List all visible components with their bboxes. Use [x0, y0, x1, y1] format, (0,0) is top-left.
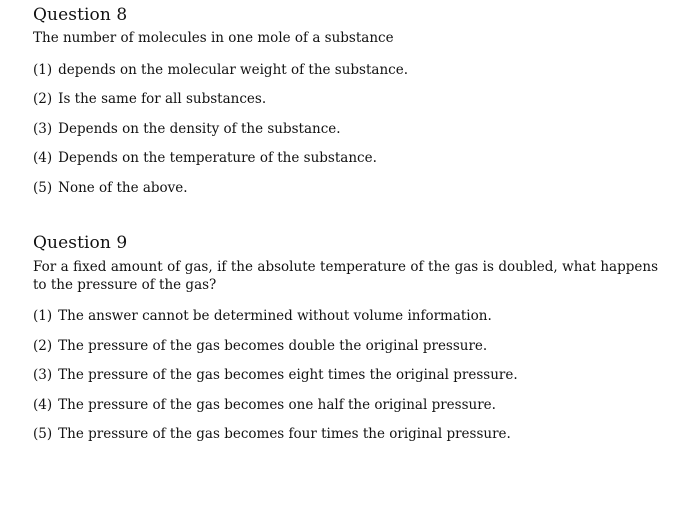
question-title: Question 8 — [33, 5, 128, 25]
question-text: The number of molecules in one mole of a substance — [33, 30, 394, 46]
answer-option-3 — [33, 121, 658, 138]
option-text: Depends on the temperature of the substance. — [58, 150, 377, 166]
answer-option-5 — [33, 180, 658, 197]
question-title: Question 9 — [33, 233, 128, 253]
option-number: (2) — [33, 337, 53, 354]
option-text: The pressure of the gas becomes double the original pressure. — [58, 337, 488, 354]
option-text: The pressure of the gas becomes one half the original pressure. — [58, 396, 496, 413]
answer-option-1 — [33, 308, 658, 325]
answer-option-3 — [33, 367, 658, 384]
answer-option-2 — [33, 338, 658, 355]
option-text: Depends on the density of the substance. — [58, 120, 341, 137]
question-text: For a fixed amount of gas, if the absolute temperature of the gas is doubled, what happens to the pressure of the gas? — [33, 259, 658, 293]
option-text: None of the above. — [58, 179, 188, 196]
option-number: (5) — [33, 426, 53, 442]
answer-option-2 — [33, 91, 658, 108]
question-9 — [33, 232, 658, 456]
option-number: (4) — [33, 150, 53, 166]
answer-option-5 — [33, 426, 658, 443]
option-text: The pressure of the gas becomes four times the original pressure. — [58, 426, 511, 442]
answer-options — [33, 62, 658, 197]
option-number: (3) — [33, 367, 53, 383]
option-number: (5) — [33, 179, 53, 196]
answer-option-4 — [33, 150, 658, 167]
option-text: Is the same for all substances. — [58, 91, 267, 107]
option-text: The pressure of the gas becomes eight times the original pressure. — [58, 367, 518, 383]
question-8 — [33, 4, 658, 209]
option-text: depends on the molecular weight of the substance. — [58, 61, 408, 78]
answer-option-4 — [33, 397, 658, 414]
option-number: (4) — [33, 396, 53, 413]
option-number: (1) — [33, 61, 53, 78]
answer-options — [33, 308, 658, 443]
option-number: (2) — [33, 91, 53, 107]
option-number: (1) — [33, 308, 53, 324]
answer-option-1 — [33, 62, 658, 79]
option-text: The answer cannot be determined without volume information. — [58, 308, 492, 324]
option-number: (3) — [33, 120, 53, 137]
